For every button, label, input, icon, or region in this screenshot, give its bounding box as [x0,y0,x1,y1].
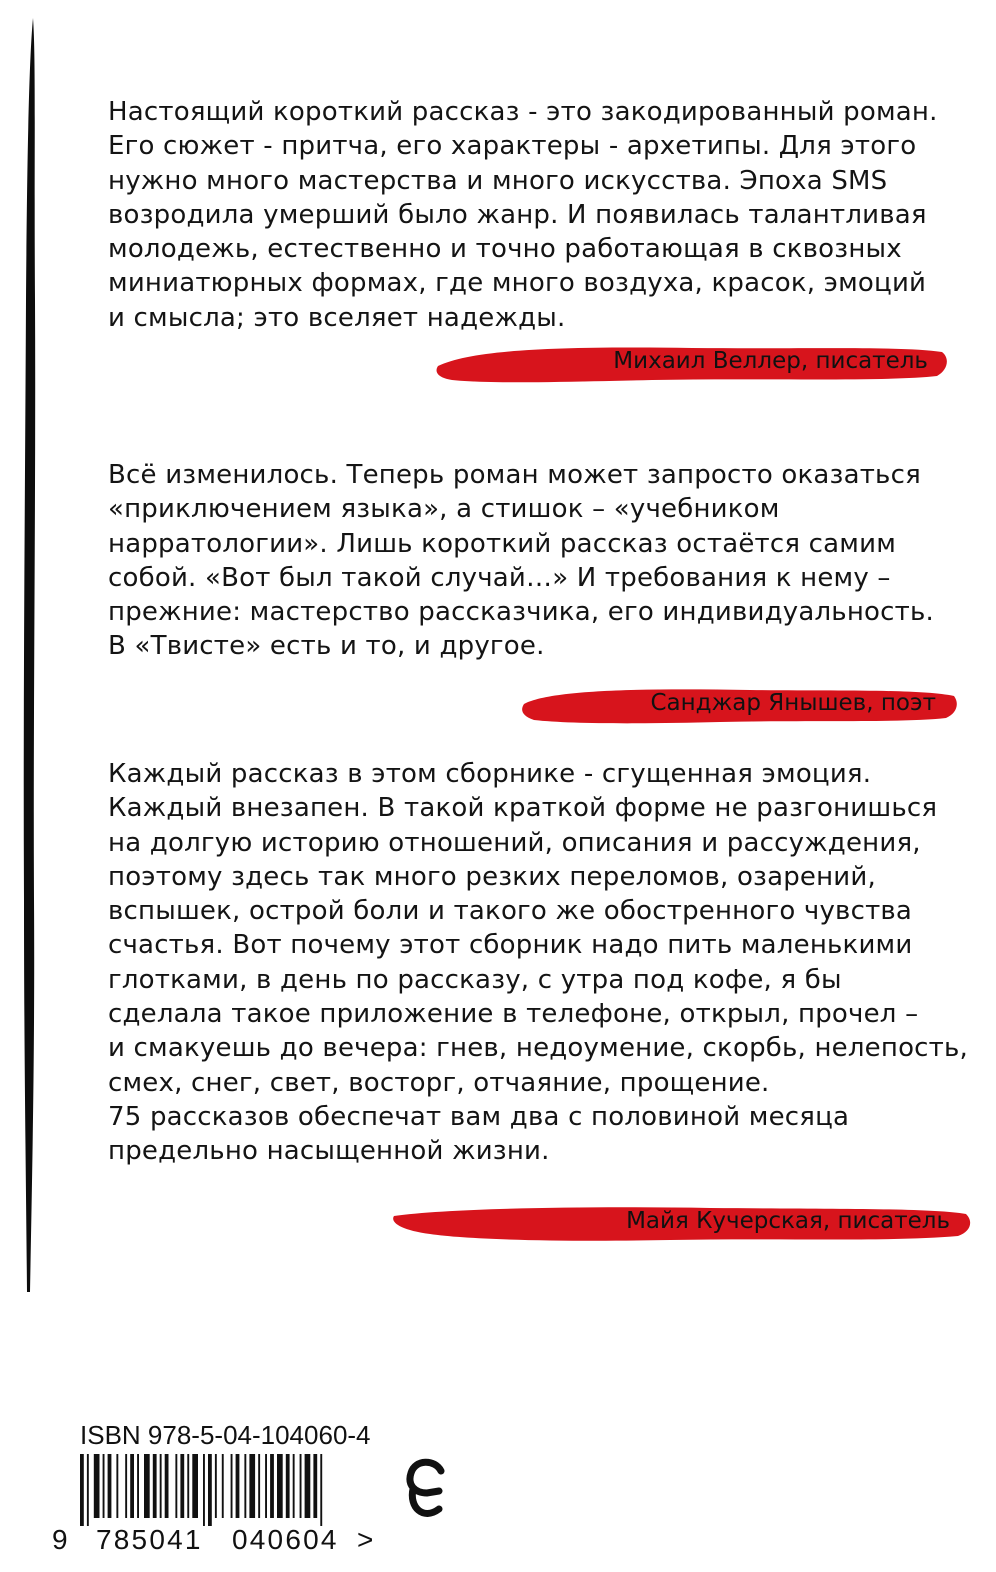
barcode-bar [231,1454,233,1518]
review-line: вспышек, острой боли и такого же обостренного чувства [108,896,913,927]
review-author-banner [390,1200,974,1246]
review-line: поэтому здесь так много резких переломов, озарений, [108,861,876,892]
review-line: нужно много мастерства и много искусства. Эпоха SMS [108,165,888,196]
black-brush-stroke [0,0,60,1300]
barcode-bar [236,1454,240,1518]
barcode-bar [300,1454,302,1518]
barcode-bar [175,1454,177,1518]
review-line: миниатюрных формах, где много воздуха, красок, эмоций [108,268,927,299]
barcode-bar [270,1454,274,1518]
review-text [108,95,988,335]
barcode-first-digit: 9 [52,1524,68,1555]
barcode [78,1454,378,1526]
barcode-bar [305,1454,311,1518]
barcode-bar [293,1454,295,1518]
barcode-bar [320,1454,322,1526]
barcode-bar [87,1454,89,1526]
barcode-right-group: 040604 [232,1524,339,1555]
barcode-bar [215,1454,217,1518]
barcode-bar [165,1454,169,1518]
review-line: и смысла; это вселяет надежды. [108,302,566,333]
barcode-bar [258,1454,260,1518]
review-author: Майя Кучерская, писатель [626,1208,950,1234]
barcode-bar [265,1454,267,1518]
review-line: собой. «Вот был такой случай…» И требования к нему – [108,562,891,593]
review-line: Его сюжет - притча, его характеры - архетипы. Для этого [108,131,917,162]
review-line: счастья. Вот почему этот сборник надо пить маленькими [108,930,913,961]
barcode-bar [116,1454,118,1518]
review-line: Настоящий короткий рассказ - это закодированный роман. [108,97,938,127]
review-text [108,458,988,664]
review-line: и смакуешь до вечера: гнев, недоумение, скорбь, нелепость, [108,1033,969,1064]
barcode-end-mark: > [357,1524,374,1555]
barcode-bar [108,1454,112,1518]
review-line: глотками, в день по рассказу, с утра под кофе, я бы [108,964,842,995]
review-line: на долгую историю отношений, описания и рассуждения, [108,827,921,858]
review-line: «приключением языка», а стишок – «учебником [108,494,780,525]
barcode-bar [192,1454,198,1518]
barcode-bar [244,1454,246,1518]
barcode-bar [180,1454,184,1518]
review-line: Всё изменилось. Теперь роман может запросто оказаться [108,460,921,490]
barcode-bar [137,1454,139,1518]
review-author-banner [432,340,952,386]
review-text [108,757,988,1169]
barcode-bar [94,1454,100,1518]
barcode-bar [286,1454,290,1518]
eksmo-logo [405,1455,449,1525]
barcode-bar [160,1454,162,1518]
review-line: 75 рассказов обеспечат вам два с половиной месяца [108,1101,850,1132]
review-author: Санджар Янышев, поэт [650,690,936,716]
review-author: Михаил Веллер, писатель [613,348,928,374]
barcode-bar [313,1454,317,1518]
barcode-bar [203,1454,205,1526]
barcode-bar [153,1454,157,1518]
barcode-bar [249,1454,255,1518]
review-line: молодежь, естественно и точно работающая в сквозных [108,234,902,265]
review-line: Каждый внезапен. В такой краткой форме не разгонишься [108,793,938,824]
barcode-bar [187,1454,189,1518]
barcode-bar [277,1454,283,1518]
barcode-bar [144,1454,150,1518]
barcode-bar [125,1454,127,1518]
barcode-left-group: 785041 [96,1524,203,1555]
review-line: предельно насыщенной жизни. [108,1136,550,1167]
review-line: нарратологии». Лишь короткий рассказ остаётся самим [108,528,897,559]
review-line: В «Твисте» есть и то, и другое. [108,631,545,662]
barcode-bar [222,1454,224,1518]
review-line: Каждый рассказ в этом сборнике - сгущенная эмоция. [108,759,872,789]
barcode-bar [208,1454,212,1526]
barcode-bar [130,1454,134,1518]
review-author-banner [520,682,960,728]
review-line: сделала такое приложение в телефоне, открыл, прочел – [108,999,919,1030]
review-line: возродила умерший было жанр. И появилась талантливая [108,199,927,230]
barcode-bar [103,1454,105,1518]
review-line: смех, снег, свет, восторг, отчаяние, прощение. [108,1067,770,1098]
review-line: прежние: мастерство рассказчика, его индивидуальность. [108,597,934,628]
isbn-label: ISBN 978-5-04-104060-4 [80,1420,371,1450]
barcode-bar [80,1454,84,1526]
